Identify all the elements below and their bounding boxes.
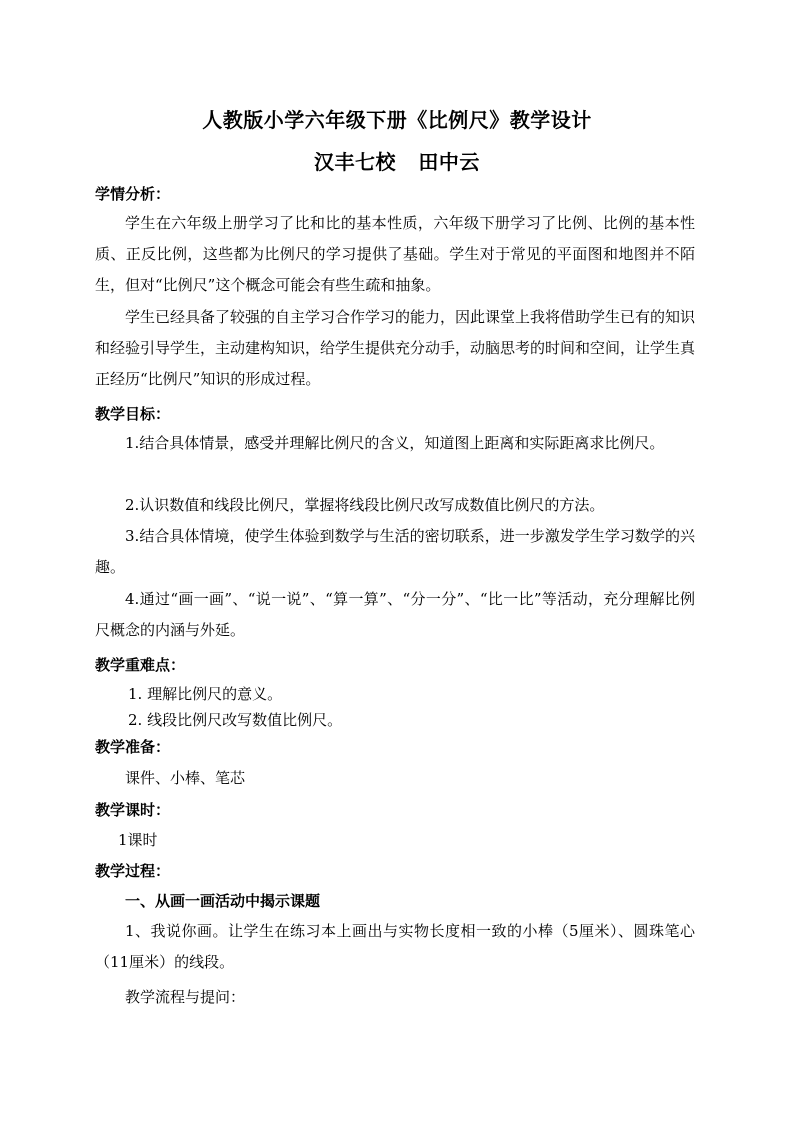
hours-text: 1课时	[118, 831, 158, 849]
heading-analysis: 学情分析：	[95, 185, 171, 203]
goal-2: 2.认识数值和线段比例尺，掌握将线段比例尺改写成数值比例尺的方法。	[125, 496, 605, 514]
goal-1: 1.结合具体情景，感受并理解比例尺的含义，知道图上距离和实际距离求比例尺。	[125, 434, 665, 452]
heading-preparation: 教学准备：	[95, 738, 171, 756]
goal-3: 3.结合具体情境，使学生体验到数学与生活的密切联系，进一步激发学生学习数学的兴趣。	[95, 527, 695, 576]
process-paragraph-2: 教学流程与提问：	[125, 988, 246, 1006]
analysis-paragraph-1: 学生在六年级上册学习了比和比的基本性质，六年级下册学习了比例、比例的基本性质、正反比例，这些都为比例尺的学习提供了基础。学生对于常见的平面图和地图并不陌生，但对“比例尺”这个概念可能会有些生疏和抽象。	[95, 214, 695, 294]
goal-4: 4.通过“画一画”、“说一说”、“算一算”、“分一分”、“比一比”等活动，充分理解比例尺概念的内涵与外延。	[95, 590, 695, 639]
process-paragraph-1: 1、我说你画。让学生在练习本上画出与实物长度相一致的小棒（5厘米）、圆珠笔心（11厘米）的线段。	[95, 922, 695, 971]
preparation-text: 课件、小棒、笔芯	[125, 769, 246, 787]
analysis-paragraph-2: 学生已经具备了较强的自主学习合作学习的能力，因此课堂上我将借助学生已有的知识和经验引导学生，主动建构知识，给学生提供充分动手，动脑思考的时间和空间，让学生真正经历“比例尺”知识的形成过程。	[95, 308, 696, 388]
document-title: 人教版小学六年级下册《比例尺》教学设计	[202, 108, 592, 132]
key-point-2: 2. 线段比例尺改写数值比例尺。	[128, 711, 343, 729]
heading-process: 教学过程：	[95, 862, 171, 880]
heading-key-points: 教学重难点：	[95, 656, 186, 674]
heading-hours: 教学课时：	[95, 801, 171, 819]
key-point-1: 1. 理解比例尺的意义。	[128, 685, 283, 703]
heading-goals: 教学目标：	[95, 405, 171, 423]
process-subheading-1: 一、从画一画活动中揭示课题	[125, 892, 321, 910]
author-line: 汉丰七校 田中云	[314, 150, 480, 174]
